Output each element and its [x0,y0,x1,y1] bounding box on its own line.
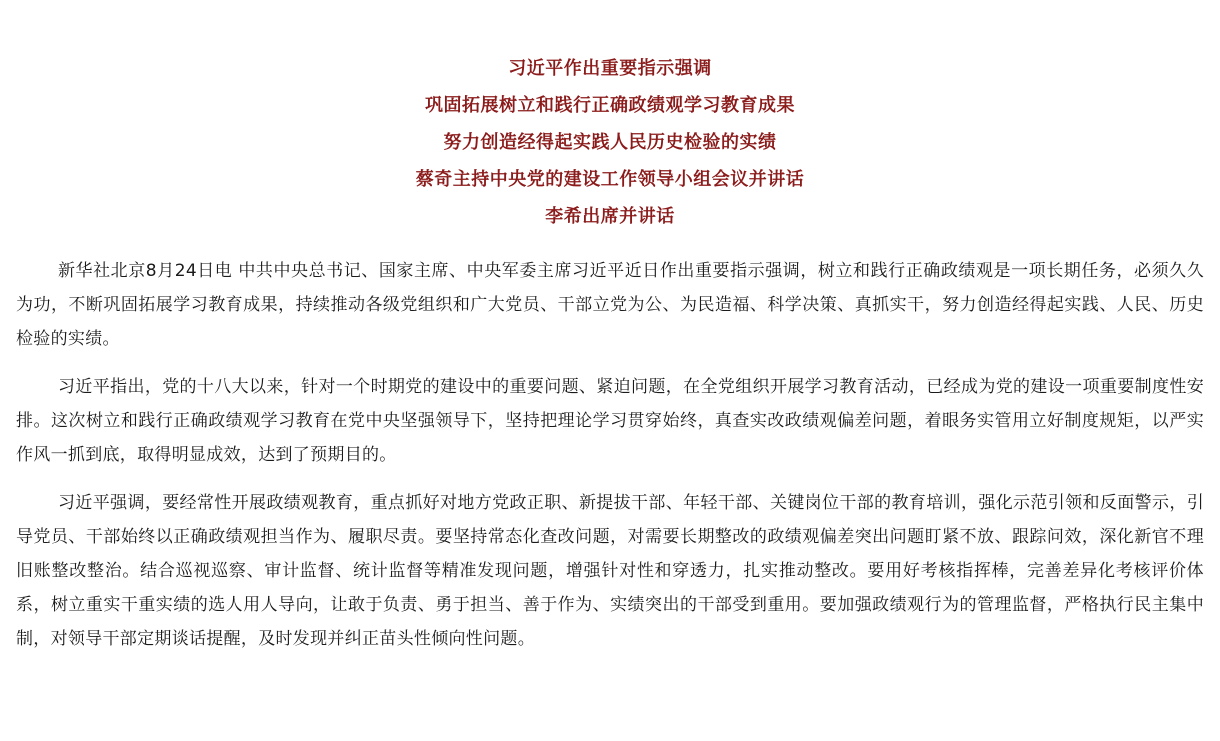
headline-block [16,50,1204,235]
headline-main: 习近平作出重要指示强调 [508,58,712,79]
article-paragraph-1: 新华社北京8月24日电 中共中央总书记、国家主席、中央军委主席习近平近日作出重要指示强调，树立和践行正确政绩观是一项长期任务，必须久久为功，不断巩固拓展学习教育成果，持续推动各级党组织和广大党员、干部立党为公、为民造福、科学决策、真抓实干，努力创造经得起实践、人民、历史检验的实绩。 [16,261,1204,349]
headline-sub-1: 巩固拓展树立和践行正确政绩观学习教育成果 [425,95,795,116]
headline-sub-2: 努力创造经得起实践人民历史检验的实绩 [443,132,777,153]
article-paragraph-3: 习近平强调，要经常性开展政绩观教育，重点抓好对地方党政正职、新提拔干部、年轻干部、关键岗位干部的教育培训，强化示范引领和反面警示，引导党员、干部始终以正确政绩观担当作为、履职尽责。要坚持常态化查改问题，对需要长期整改的政绩观偏差突出问题盯紧不放、跟踪问效，深化新官不理旧账整改整治。结合巡视巡察、审计监督、统计监督等精准发现问题，增强针对性和穿透力，扎实推动整改。要用好考核指挥棒，完善差异化考核评价体系，树立重实干重实绩的选人用人导向，让敢于负责、勇于担当、善于作为、实绩突出的干部受到重用。要加强政绩观行为的管理监督，严格执行民主集中制，对领导干部定期谈话提醒，及时发现并纠正苗头性倾向性问题。 [16,493,1204,649]
article-paragraph-2: 习近平指出，党的十八大以来，针对一个时期党的建设中的重要问题、紧迫问题，在全党组织开展学习教育活动，已经成为党的建设一项重要制度性安排。这次树立和践行正确政绩观学习教育在党中央坚强领导下，坚持把理论学习贯穿始终，真查实改政绩观偏差问题，着眼务实管用立好制度规矩，以严实作风一抓到底，取得明显成效，达到了预期目的。 [16,377,1204,465]
headline-sub-3: 蔡奇主持中央党的建设工作领导小组会议并讲话 [415,169,805,190]
article [16,50,1204,670]
headline-sub-4: 李希出席并讲话 [545,206,675,227]
